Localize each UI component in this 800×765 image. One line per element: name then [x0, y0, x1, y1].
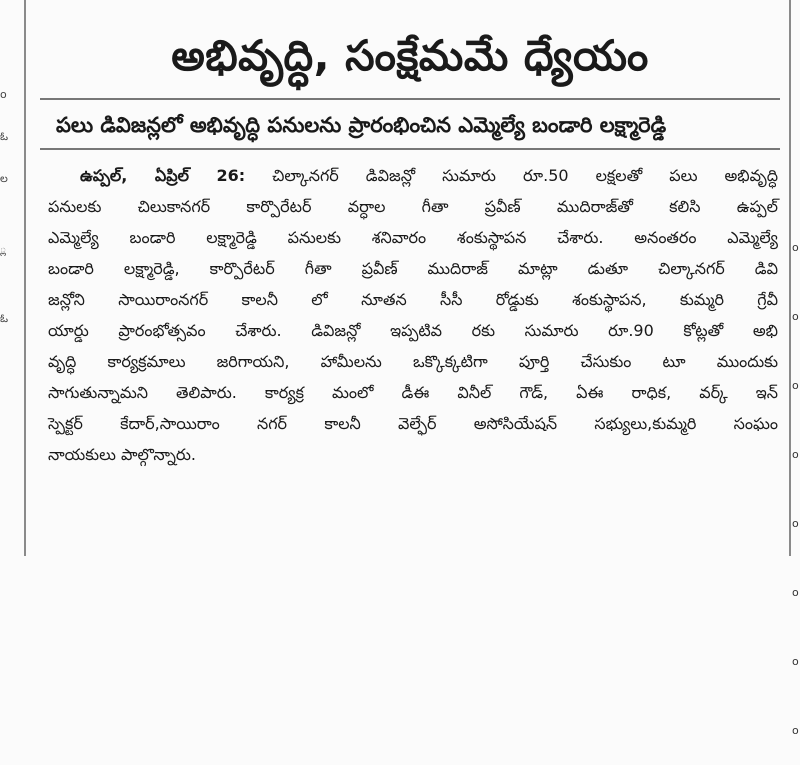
article-dateline: ఉప్పల్, ఏప్రిల్ 26: — [80, 166, 246, 185]
body-line-text: చిల్కానగర్ డివిజన్లో సుమారు రూ.50 లక్షలతో పలు అభివృద్ధి — [245, 166, 778, 185]
body-line: వృద్ధి కార్యక్రమాలు జరిగాయని, హామీలను ఒక్కొక్కటిగా పూర్తి చేసుకుం టూ ముందుకు — [48, 352, 778, 371]
body-line: స్పెక్టర్ కేదార్,సాయిరాం నగర్ కాలనీ వెల్ఫేర్ అసోసియేషన్ సభ్యులు,కుమ్మరి సంఘం — [48, 414, 778, 433]
body-line: పనులకు చిలుకానగర్ కార్పొరేటర్ వర్ధాల గీతా ప్రవీణ్ ముదిరాజ్‌తో కలిసి ఉప్పల్ — [48, 197, 778, 216]
right-fragment-line: o — [792, 241, 799, 254]
right-fragment-line: o — [792, 310, 799, 323]
right-fragment-line: o — [792, 379, 799, 392]
right-fragment-line: o — [792, 448, 799, 461]
right-fragment-line: o — [792, 517, 799, 530]
news-article — [40, 28, 780, 470]
left-column-rule — [24, 0, 26, 556]
right-adjacent-column-fragment — [792, 190, 800, 737]
body-line: నాయకులు పాల్గొన్నారు. — [48, 445, 196, 464]
right-column-rule — [789, 0, 791, 556]
left-fragment-line: ఓ — [0, 130, 9, 143]
left-fragment-line: ల — [0, 172, 8, 185]
right-fragment-line: o — [792, 586, 799, 599]
body-line: బండారి లక్ష్మారెడ్డి, కార్పొరేటర్ గీతా ప్రవీణ్ ముదిరాజ్ మాట్లా డుతూ చిల్కానగర్ డివి — [48, 259, 778, 278]
body-line: సాగుతున్నామని తెలిపారు. కార్యక్ర మంలో డీఈ వినీల్ గౌడ్, ఏఈ రాధిక, వర్క్ ఇన్ — [48, 383, 778, 402]
article-subheadline: పలు డివిజన్లలో అభివృద్ధి పనులను ప్రారంభించిన ఎమ్మెల్యే బండారి లక్ష్మారెడ్డి — [56, 113, 667, 137]
body-line: ఎమ్మెల్యే బండారి లక్ష్మారెడ్డి పనులకు శనివారం శంకుస్థాపన చేశారు. అనంతరం ఎమ్మెల్యే — [48, 228, 778, 247]
body-line: జన్లోని సాయిరాంనగర్ కాలనీ లో నూతన సీసీ రోడ్డుకు శంకుస్థాపన, కుమ్మరి గ్రేవీ — [48, 290, 778, 309]
article-headline: అభివృద్ధి, సంక్షేమమే ధ్యేయం — [171, 31, 649, 80]
article-body — [48, 160, 778, 470]
left-adjacent-column-fragment — [0, 60, 20, 325]
body-line: యార్డు ప్రారంభోత్సవం చేశారు. డివిజన్లో ఇప్పటివ రకు సుమారు రూ.90 కోట్లతో అభి — [48, 321, 778, 340]
body-line — [48, 160, 778, 191]
left-fragment-line: ్ల — [0, 242, 7, 255]
right-fragment-line: o — [792, 724, 799, 737]
left-fragment-line: o — [0, 88, 7, 101]
subheadline-divider — [40, 148, 780, 150]
left-fragment-line: ఓ — [0, 312, 9, 325]
headline-divider — [40, 98, 780, 100]
right-fragment-line: o — [792, 655, 799, 668]
